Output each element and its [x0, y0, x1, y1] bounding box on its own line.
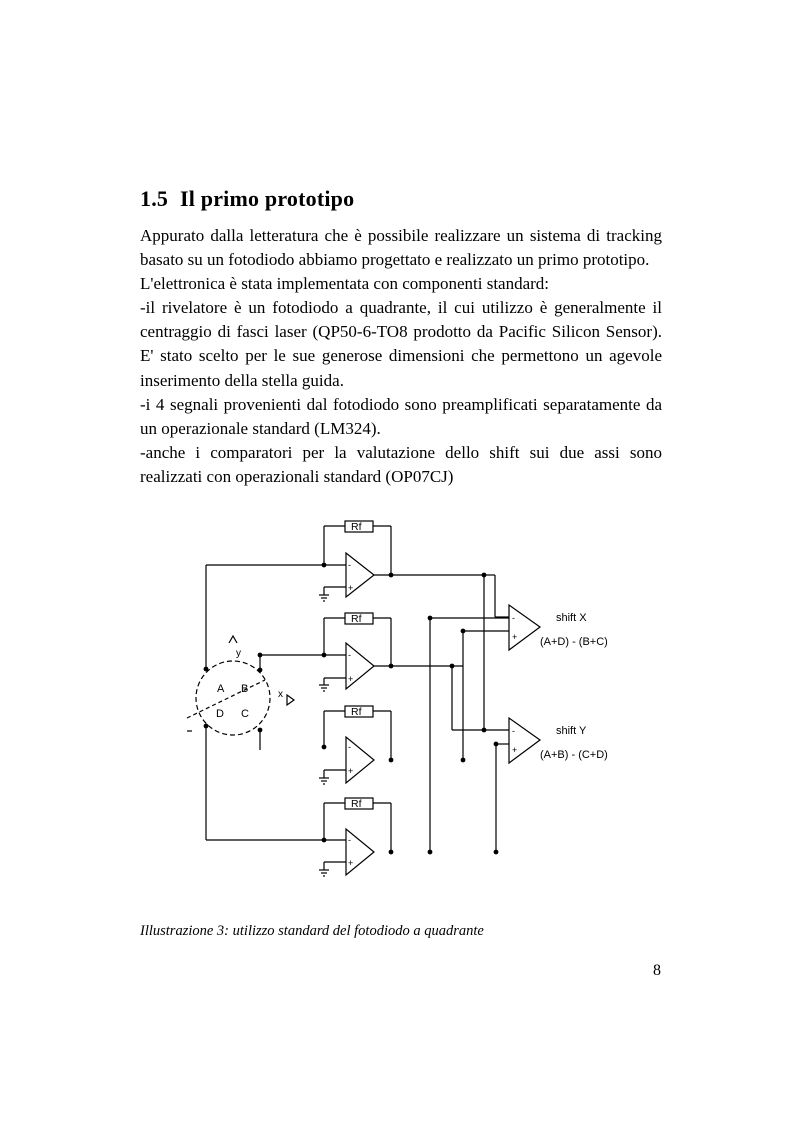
- comparator-x-minus: -: [512, 613, 515, 623]
- resistor-label-1: Rf: [351, 521, 362, 533]
- resistor-label-2: Rf: [351, 613, 362, 625]
- comparator-y-plus: +: [512, 745, 518, 755]
- section-number: 1.5: [140, 186, 169, 211]
- shift-x-formula: (A+D) - (B+C): [540, 636, 608, 648]
- figure-caption: Illustrazione 3: utilizzo standard del fotodiodo a quadrante: [140, 923, 484, 939]
- resistor-label-3: Rf: [351, 706, 362, 718]
- shift-y-label: shift Y: [556, 725, 587, 737]
- section-heading: [140, 186, 680, 212]
- comparator-y: [509, 718, 540, 763]
- page-number: 8: [653, 962, 661, 979]
- comparator-x-plus: +: [512, 632, 518, 642]
- opamp-1-minus: -: [348, 560, 351, 570]
- opamp-4-minus: -: [348, 835, 351, 845]
- preamp-2: [260, 613, 509, 760]
- opamp-2-plus: +: [348, 674, 354, 684]
- opamp-3-plus: +: [348, 766, 354, 776]
- shift-y-formula: (A+B) - (C+D): [540, 749, 608, 761]
- paragraph-detector: -il rivelatore è un fotodiodo a quadrante, il cui utilizzo è generalmente il centraggio di fasci laser (QP50-6-TO8 prodotto da Pacific Silicon Sensor). E' stato scelto per le sue generose dimensioni che permettono un agevole inserimento della stella guida.: [140, 298, 662, 390]
- comparator-y-minus: -: [512, 726, 515, 736]
- quadrant-label-a: A: [217, 683, 225, 695]
- section-title: Il primo prototipo: [180, 186, 355, 211]
- axis-x-label: x: [278, 689, 283, 700]
- opamp-2-minus: -: [348, 650, 351, 660]
- paragraph-electronics: L'elettronica è stata implementata con componenti standard:: [140, 274, 550, 294]
- quadrant-label-b: B: [241, 683, 249, 695]
- axis-y-label: y: [236, 648, 241, 659]
- quadrant-label-c: C: [241, 708, 249, 720]
- paragraph-preamplifiers: -i 4 segnali provenienti dal fotodiodo sono preamplificati separatamente da un operazionale standard (LM324).: [140, 394, 662, 438]
- paragraph-intro: Appurato dalla letteratura che è possibile realizzare un sistema di tracking basato su un fotodiodo abbiamo progettato e realizzato un primo prototipo.: [140, 226, 662, 270]
- quadrant-label-d: D: [216, 708, 224, 720]
- opamp-1-plus: +: [348, 583, 354, 593]
- opamp-4-plus: +: [348, 858, 354, 868]
- body-text: [140, 224, 662, 489]
- opamp-3-minus: -: [348, 742, 351, 752]
- circuit-diagram: [170, 510, 640, 890]
- paragraph-comparators: -anche i comparatori per la valutazione dello shift sui due assi sono realizzati con operazionali standard (OP07CJ): [140, 442, 662, 486]
- shift-x-label: shift X: [556, 612, 587, 624]
- comparator-x: [509, 605, 540, 650]
- resistor-label-4: Rf: [351, 798, 362, 810]
